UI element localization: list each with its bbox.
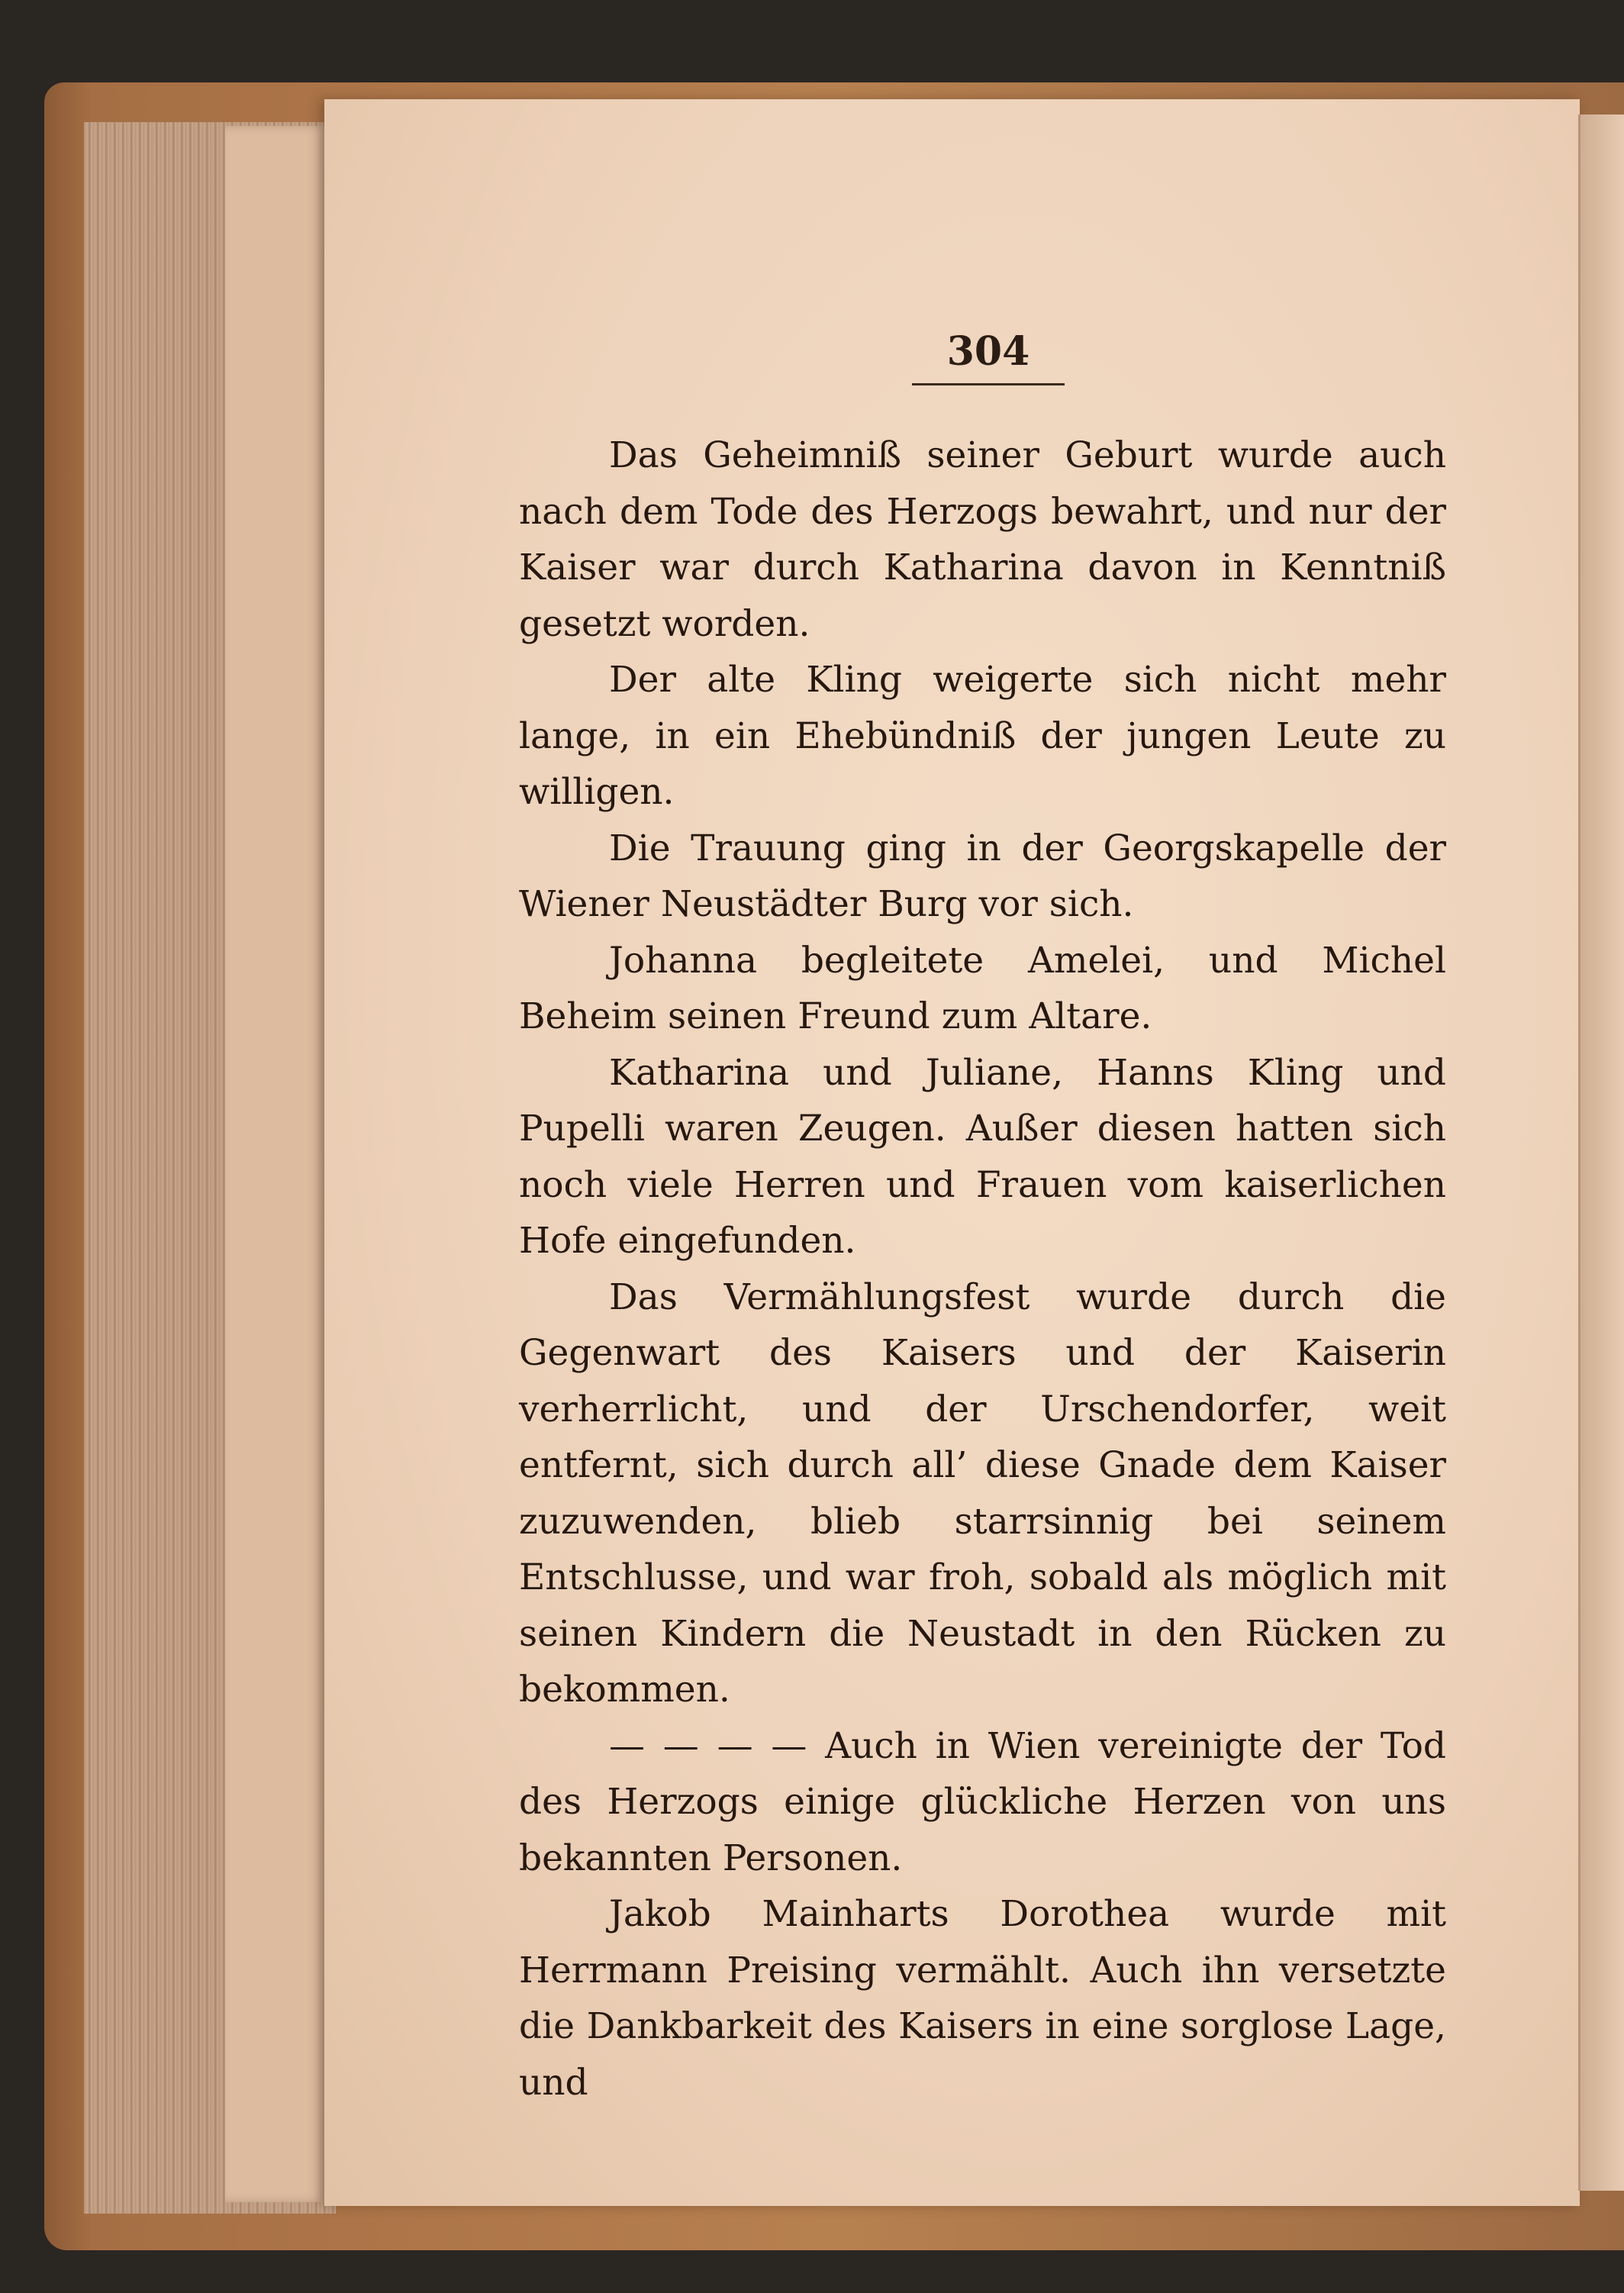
- paragraph: Der alte Kling weigerte sich nicht mehr lange, in ein Ehebündniß der jungen Leute zu willigen.: [519, 659, 1446, 813]
- paragraph: — — — — Auch in Wien vereinigte der Tod des Herzogs einige glückliche Herzen von uns bekannten Personen.: [519, 1724, 1446, 1879]
- paragraph: Das Geheimniß seiner Geburt wurde auch nach dem Tode des Herzogs bewahrt, und nur der Kaiser war durch Katharina davon in Kenntniß gesetzt worden.: [519, 434, 1446, 645]
- page-text: [519, 427, 1446, 2111]
- paragraph: Die Trauung ging in der Georgskapelle der Wiener Neustädter Burg vor sich.: [519, 827, 1446, 925]
- paragraph: Jakob Mainharts Dorothea wurde mit Herrmann Preising vermählt. Auch ihn versetzte die Dankbarkeit des Kaisers in eine sorglose Lage, und: [519, 1893, 1446, 2104]
- paragraph: Das Vermählungsfest wurde durch die Gegenwart des Kaisers und der Kaiserin verherrlicht, und der Urschendorfer, weit entfernt, sich durch all’ diese Gnade dem Kaiser zuzuwenden, blieb starrsinnig bei seinem Entschlusse, und war froh, sobald als möglich mit seinen Kindern die Neustadt in den Rücken zu bekommen.: [519, 1276, 1446, 1711]
- next-page-edge: [1578, 114, 1624, 2191]
- paragraph: Johanna begleitete Amelei, und Michel Beheim seinen Freund zum Altare.: [519, 939, 1446, 1037]
- page-number-rule: [912, 383, 1065, 385]
- page-number: 304: [946, 328, 1030, 375]
- paragraph: Katharina und Juliane, Hanns Kling und Pupelli waren Zeugen. Außer diesen hatten sich noch viele Herren und Frauen vom kaiserlichen Hofe eingefunden.: [519, 1051, 1446, 1262]
- left-page-edge: [225, 126, 328, 2202]
